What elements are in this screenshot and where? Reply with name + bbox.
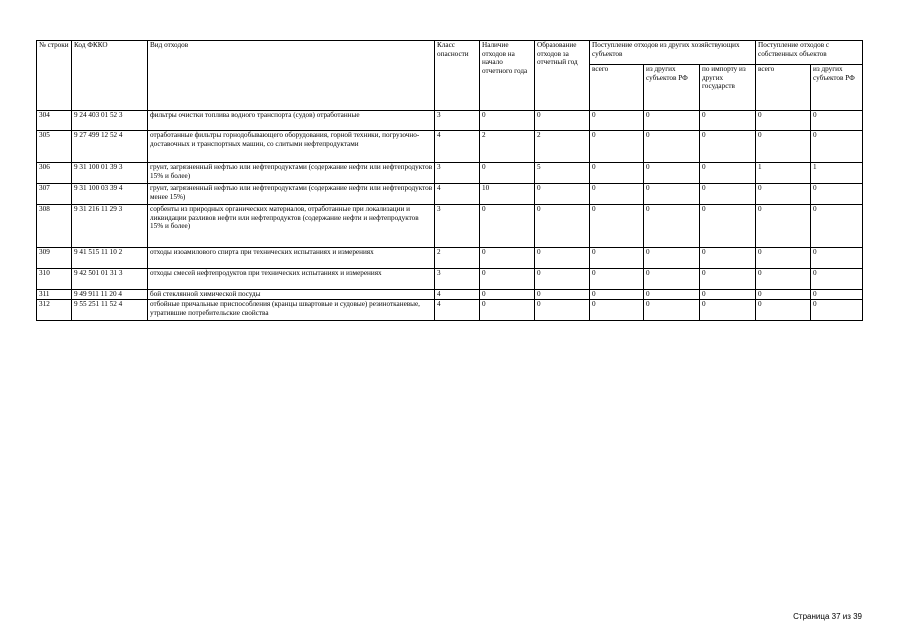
cell-received-own-total: 0 — [756, 300, 811, 321]
cell-generated: 2 — [535, 131, 590, 163]
cell-opening-stock: 0 — [480, 269, 535, 290]
cell-fkko-code: 9 55 251 11 52 4 — [72, 300, 148, 321]
cell-opening-stock: 0 — [480, 290, 535, 300]
cell-waste-type: грунт, загрязненный нефтью или нефтепродуктами (содержание нефти или нефтепродуктов менее 15%) — [148, 184, 435, 205]
cell-received-other-import: 0 — [700, 131, 756, 163]
table-row — [37, 269, 863, 290]
cell-received-other-rf: 0 — [644, 111, 700, 131]
waste-table — [36, 40, 863, 321]
cell-received-own-rf: 0 — [811, 290, 863, 300]
cell-generated: 0 — [535, 184, 590, 205]
header-waste-type: Вид отходов — [148, 41, 435, 111]
cell-waste-type: бой стеклянной химической посуды — [148, 290, 435, 300]
cell-fkko-code: 9 24 403 01 52 3 — [72, 111, 148, 131]
page-number: Страница 37 из 39 — [793, 612, 862, 621]
cell-received-own-total: 0 — [756, 248, 811, 269]
table-row — [37, 205, 863, 248]
cell-received-other-total: 0 — [590, 290, 644, 300]
cell-waste-type: отбойные причальные приспособления (кранцы швартовые и судовые) резинотканевые, утратившие потребительские свойства — [148, 300, 435, 321]
cell-received-other-rf: 0 — [644, 184, 700, 205]
cell-generated: 5 — [535, 163, 590, 184]
cell-received-other-total: 0 — [590, 163, 644, 184]
cell-received-other-import: 0 — [700, 163, 756, 184]
header-received-own-total: всего — [756, 65, 811, 111]
cell-received-own-total: 0 — [756, 111, 811, 131]
cell-opening-stock: 0 — [480, 300, 535, 321]
cell-received-other-import: 0 — [700, 290, 756, 300]
cell-received-own-total: 1 — [756, 163, 811, 184]
cell-opening-stock: 2 — [480, 131, 535, 163]
cell-row-no: 309 — [37, 248, 72, 269]
cell-received-other-rf: 0 — [644, 290, 700, 300]
cell-generated: 0 — [535, 269, 590, 290]
cell-opening-stock: 0 — [480, 248, 535, 269]
table-row — [37, 248, 863, 269]
cell-received-other-import: 0 — [700, 111, 756, 131]
cell-waste-type: отходы смесей нефтепродуктов при технических испытаниях и измерениях — [148, 269, 435, 290]
cell-received-other-import: 0 — [700, 184, 756, 205]
cell-received-other-total: 0 — [590, 248, 644, 269]
table-row — [37, 163, 863, 184]
cell-received-other-total: 0 — [590, 111, 644, 131]
cell-received-other-import: 0 — [700, 300, 756, 321]
cell-received-other-total: 0 — [590, 300, 644, 321]
header-received-other-import: по импорту из других государств — [700, 65, 756, 111]
cell-received-own-rf: 0 — [811, 205, 863, 248]
cell-received-other-import: 0 — [700, 248, 756, 269]
cell-received-other-total: 0 — [590, 131, 644, 163]
cell-waste-type: отходы изоамилового спирта при технических испытаниях и измерениях — [148, 248, 435, 269]
cell-fkko-code: 9 31 216 11 29 3 — [72, 205, 148, 248]
cell-received-other-rf: 0 — [644, 248, 700, 269]
cell-received-own-rf: 1 — [811, 163, 863, 184]
cell-row-no: 310 — [37, 269, 72, 290]
cell-hazard-class: 4 — [435, 300, 480, 321]
cell-hazard-class: 4 — [435, 131, 480, 163]
cell-generated: 0 — [535, 290, 590, 300]
cell-fkko-code: 9 31 100 03 39 4 — [72, 184, 148, 205]
header-received-own-group: Поступление отходов с собственных объектов — [756, 41, 863, 65]
cell-received-other-total: 0 — [590, 184, 644, 205]
header-generated: Образование отходов за отчетный год — [535, 41, 590, 111]
cell-hazard-class: 2 — [435, 248, 480, 269]
cell-received-own-rf: 0 — [811, 131, 863, 163]
cell-received-own-total: 0 — [756, 269, 811, 290]
cell-received-own-total: 0 — [756, 290, 811, 300]
header-received-own-rf: из других субъектов РФ — [811, 65, 863, 111]
header-received-other-total: всего — [590, 65, 644, 111]
header-row-no: № строки — [37, 41, 72, 111]
cell-waste-type: грунт, загрязненный нефтью или нефтепродуктами (содержание нефти или нефтепродуктов 15% и более) — [148, 163, 435, 184]
cell-received-other-rf: 0 — [644, 131, 700, 163]
cell-opening-stock: 0 — [480, 205, 535, 248]
cell-waste-type: отработанные фильтры горнодобывающего оборудования, горной техники, погрузочно-доставочных и транспортных машин, со слитыми нефтепродуктами — [148, 131, 435, 163]
cell-received-own-total: 0 — [756, 131, 811, 163]
cell-received-other-import: 0 — [700, 205, 756, 248]
cell-received-own-rf: 0 — [811, 300, 863, 321]
cell-received-own-rf: 0 — [811, 111, 863, 131]
cell-hazard-class: 3 — [435, 163, 480, 184]
table-row — [37, 290, 863, 300]
header-fkko-code: Код ФККО — [72, 41, 148, 111]
cell-opening-stock: 10 — [480, 184, 535, 205]
cell-hazard-class: 3 — [435, 269, 480, 290]
table-row — [37, 300, 863, 321]
cell-row-no: 307 — [37, 184, 72, 205]
cell-row-no: 306 — [37, 163, 72, 184]
cell-fkko-code: 9 31 100 01 39 3 — [72, 163, 148, 184]
cell-fkko-code: 9 41 515 11 10 2 — [72, 248, 148, 269]
cell-generated: 0 — [535, 111, 590, 131]
cell-waste-type: сорбенты из природных органических материалов, отработанные при локализации и ликвидации разливов нефти или нефтепродуктов (содержание нефти и нефтепродуктов 15% и более) — [148, 205, 435, 248]
cell-row-no: 311 — [37, 290, 72, 300]
table-header-row — [37, 41, 863, 65]
cell-received-other-import: 0 — [700, 269, 756, 290]
cell-received-own-rf: 0 — [811, 248, 863, 269]
cell-hazard-class: 3 — [435, 111, 480, 131]
cell-received-other-rf: 0 — [644, 300, 700, 321]
cell-row-no: 308 — [37, 205, 72, 248]
cell-fkko-code: 9 49 911 11 20 4 — [72, 290, 148, 300]
cell-row-no: 304 — [37, 111, 72, 131]
cell-hazard-class: 3 — [435, 205, 480, 248]
cell-received-other-rf: 0 — [644, 205, 700, 248]
header-hazard-class: Класс опасности — [435, 41, 480, 111]
cell-received-other-total: 0 — [590, 205, 644, 248]
cell-fkko-code: 9 27 499 12 52 4 — [72, 131, 148, 163]
table-row — [37, 131, 863, 163]
cell-opening-stock: 0 — [480, 163, 535, 184]
cell-received-other-rf: 0 — [644, 163, 700, 184]
header-received-other-rf: из других субъектов РФ — [644, 65, 700, 111]
cell-received-own-rf: 0 — [811, 184, 863, 205]
table-row — [37, 184, 863, 205]
cell-row-no: 305 — [37, 131, 72, 163]
cell-hazard-class: 4 — [435, 290, 480, 300]
cell-received-other-total: 0 — [590, 269, 644, 290]
cell-fkko-code: 9 42 501 01 31 3 — [72, 269, 148, 290]
header-received-other-group: Поступление отходов из других хозяйствующих субъектов — [590, 41, 756, 65]
header-opening-stock: Наличие отходов на начало отчетного года — [480, 41, 535, 111]
cell-generated: 0 — [535, 205, 590, 248]
cell-received-own-rf: 0 — [811, 269, 863, 290]
cell-row-no: 312 — [37, 300, 72, 321]
cell-generated: 0 — [535, 300, 590, 321]
cell-waste-type: фильтры очистки топлива водного транспорта (судов) отработанные — [148, 111, 435, 131]
cell-received-own-total: 0 — [756, 205, 811, 248]
cell-received-other-rf: 0 — [644, 269, 700, 290]
table-row — [37, 111, 863, 131]
cell-received-own-total: 0 — [756, 184, 811, 205]
cell-opening-stock: 0 — [480, 111, 535, 131]
cell-hazard-class: 4 — [435, 184, 480, 205]
cell-generated: 0 — [535, 248, 590, 269]
